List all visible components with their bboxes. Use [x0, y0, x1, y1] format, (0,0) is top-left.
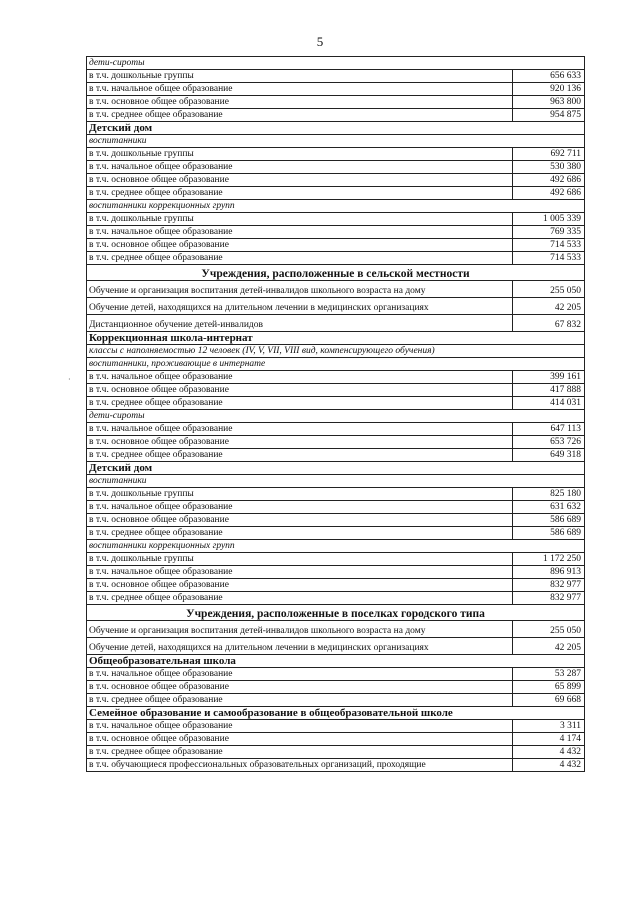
table-row: [87, 174, 585, 187]
table-row: [87, 384, 585, 397]
section-heading-row: [87, 265, 585, 281]
table-row: [87, 759, 585, 772]
normative-cost-table: [86, 56, 585, 772]
row-label: Обучение детей, находящихся на длительном лечении в медицинских организациях: [87, 298, 513, 315]
row-label: в т.ч. основное общее образование: [87, 384, 513, 397]
table-row: [87, 579, 585, 592]
row-value: 825 180: [513, 488, 585, 501]
row-value: 647 113: [513, 423, 585, 436]
row-value: 65 899: [513, 681, 585, 694]
row-label: в т.ч. среднее общее образование: [87, 527, 513, 540]
row-label: в т.ч. начальное общее образование: [87, 720, 513, 733]
row-label: в т.ч. среднее общее образование: [87, 109, 513, 122]
row-value: 67 832: [513, 315, 585, 332]
row-label: в т.ч. среднее общее образование: [87, 746, 513, 759]
row-label: в т.ч. основное общее образование: [87, 681, 513, 694]
row-label: Обучение и организация воспитания детей-инвалидов школьного возраста на дому: [87, 621, 513, 638]
subgroup-title: воспитанники коррекционных групп: [87, 200, 585, 213]
subgroup-title: дети-сироты: [87, 57, 585, 70]
row-label: в т.ч. основное общее образование: [87, 96, 513, 109]
row-value: 832 977: [513, 592, 585, 605]
table-row: [87, 298, 585, 315]
institution-heading-row: [87, 655, 585, 668]
table-row: [87, 592, 585, 605]
institution-heading-row: [87, 332, 585, 345]
row-value: 586 689: [513, 514, 585, 527]
row-label: в т.ч. основное общее образование: [87, 579, 513, 592]
institution-heading-row: [87, 707, 585, 720]
table-row: [87, 527, 585, 540]
table-row: [87, 720, 585, 733]
row-label: в т.ч. основное общее образование: [87, 514, 513, 527]
table-row: [87, 226, 585, 239]
institution-title: Семейное образование и самообразование в общеобразовательной школе: [87, 707, 585, 720]
subgroup-title: воспитанники: [87, 135, 585, 148]
row-value: 920 136: [513, 83, 585, 96]
row-value: 714 533: [513, 252, 585, 265]
table-row: [87, 621, 585, 638]
row-label: в т.ч. дошкольные группы: [87, 148, 513, 161]
institution-title: Общеобразовательная школа: [87, 655, 585, 668]
row-label: Обучение детей, находящихся на длительном лечении в медицинских организациях: [87, 638, 513, 655]
row-value: 4 432: [513, 746, 585, 759]
institution-heading-row: [87, 462, 585, 475]
row-value: 769 335: [513, 226, 585, 239]
row-label: в т.ч. основное общее образование: [87, 733, 513, 746]
table-row: [87, 501, 585, 514]
row-value: 963 800: [513, 96, 585, 109]
row-label: в т.ч. основное общее образование: [87, 239, 513, 252]
table-row: [87, 96, 585, 109]
subgroup-row: [87, 358, 585, 371]
table-row: [87, 252, 585, 265]
row-label: в т.ч. дошкольные группы: [87, 488, 513, 501]
row-label: в т.ч. начальное общее образование: [87, 423, 513, 436]
row-value: 896 913: [513, 566, 585, 579]
row-value: 530 380: [513, 161, 585, 174]
row-value: 42 205: [513, 638, 585, 655]
row-value: 414 031: [513, 397, 585, 410]
row-label: в т.ч. начальное общее образование: [87, 371, 513, 384]
row-value: 832 977: [513, 579, 585, 592]
page-number: 5: [316, 34, 324, 49]
subgroup-title: дети-сироты: [87, 410, 585, 423]
row-value: 586 689: [513, 527, 585, 540]
institution-title: Детский дом: [87, 462, 585, 475]
table-row: [87, 681, 585, 694]
table-row: [87, 514, 585, 527]
scan-speck: ·: [68, 375, 71, 384]
table-row: [87, 397, 585, 410]
subgroup-row: [87, 410, 585, 423]
row-label: Обучение и организация воспитания детей-инвалидов школьного возраста на дому: [87, 281, 513, 298]
row-value: 649 318: [513, 449, 585, 462]
table-row: [87, 371, 585, 384]
row-label: в т.ч. начальное общее образование: [87, 83, 513, 96]
row-label: в т.ч. начальное общее образование: [87, 668, 513, 681]
row-label: в т.ч. обучающиеся профессиональных образовательных организаций, проходящие: [87, 759, 513, 772]
subgroup-row: [87, 200, 585, 213]
table-row: [87, 566, 585, 579]
table-row: [87, 423, 585, 436]
row-value: 653 726: [513, 436, 585, 449]
table-row: [87, 694, 585, 707]
subgroup-row: [87, 135, 585, 148]
row-value: 492 686: [513, 174, 585, 187]
row-label: в т.ч. среднее общее образование: [87, 449, 513, 462]
row-value: 53 287: [513, 668, 585, 681]
row-value: 3 311: [513, 720, 585, 733]
table-row: [87, 315, 585, 332]
row-value: 656 633: [513, 70, 585, 83]
row-label: в т.ч. среднее общее образование: [87, 694, 513, 707]
table-row: [87, 436, 585, 449]
subgroup-title: классы с наполняемостью 12 человек (IV, V, VII, VIII вид, компенсирующего обучения): [87, 345, 585, 358]
table-row: [87, 668, 585, 681]
table-row: [87, 161, 585, 174]
row-label: в т.ч. дошкольные группы: [87, 70, 513, 83]
row-value: 692 711: [513, 148, 585, 161]
table-row: [87, 70, 585, 83]
institution-title: Коррекционная школа-интернат: [87, 332, 585, 345]
row-label: в т.ч. основное общее образование: [87, 436, 513, 449]
table-row: [87, 733, 585, 746]
institution-heading-row: [87, 122, 585, 135]
row-label: в т.ч. дошкольные группы: [87, 553, 513, 566]
row-label: в т.ч. начальное общее образование: [87, 161, 513, 174]
row-value: 417 888: [513, 384, 585, 397]
row-label: в т.ч. дошкольные группы: [87, 213, 513, 226]
table-row: [87, 83, 585, 96]
table-row: [87, 281, 585, 298]
subgroup-title: воспитанники коррекционных групп: [87, 540, 585, 553]
row-label: в т.ч. начальное общее образование: [87, 226, 513, 239]
institution-title: Детский дом: [87, 122, 585, 135]
table-row: [87, 213, 585, 226]
row-value: 255 050: [513, 621, 585, 638]
table-row: [87, 638, 585, 655]
row-label: в т.ч. среднее общее образование: [87, 397, 513, 410]
row-label: в т.ч. среднее общее образование: [87, 592, 513, 605]
table-row: [87, 746, 585, 759]
subgroup-row: [87, 540, 585, 553]
table-row: [87, 187, 585, 200]
row-value: 954 875: [513, 109, 585, 122]
table-row: [87, 148, 585, 161]
table-row: [87, 239, 585, 252]
table-row: [87, 109, 585, 122]
subgroup-title: воспитанники: [87, 475, 585, 488]
row-label: в т.ч. начальное общее образование: [87, 566, 513, 579]
subgroup-title: воспитанники, проживающие в интернате: [87, 358, 585, 371]
subgroup-row: [87, 345, 585, 358]
row-value: 1 172 250: [513, 553, 585, 566]
table-row: [87, 449, 585, 462]
row-value: 255 050: [513, 281, 585, 298]
section-title: Учреждения, расположенные в сельской местности: [87, 265, 585, 281]
row-value: 4 432: [513, 759, 585, 772]
table-row: [87, 553, 585, 566]
row-label: Дистанционное обучение детей-инвалидов: [87, 315, 513, 332]
subgroup-row: [87, 57, 585, 70]
table-row: [87, 488, 585, 501]
section-title: Учреждения, расположенные в поселках городского типа: [87, 605, 585, 621]
section-heading-row: [87, 605, 585, 621]
row-value: 4 174: [513, 733, 585, 746]
row-label: в т.ч. среднее общее образование: [87, 252, 513, 265]
row-value: 714 533: [513, 239, 585, 252]
row-value: 399 161: [513, 371, 585, 384]
row-value: 69 668: [513, 694, 585, 707]
subgroup-row: [87, 475, 585, 488]
row-label: в т.ч. основное общее образование: [87, 174, 513, 187]
row-value: 42 205: [513, 298, 585, 315]
row-label: в т.ч. среднее общее образование: [87, 187, 513, 200]
table-body: [87, 57, 585, 772]
row-label: в т.ч. начальное общее образование: [87, 501, 513, 514]
row-value: 1 005 339: [513, 213, 585, 226]
row-value: 631 632: [513, 501, 585, 514]
row-value: 492 686: [513, 187, 585, 200]
